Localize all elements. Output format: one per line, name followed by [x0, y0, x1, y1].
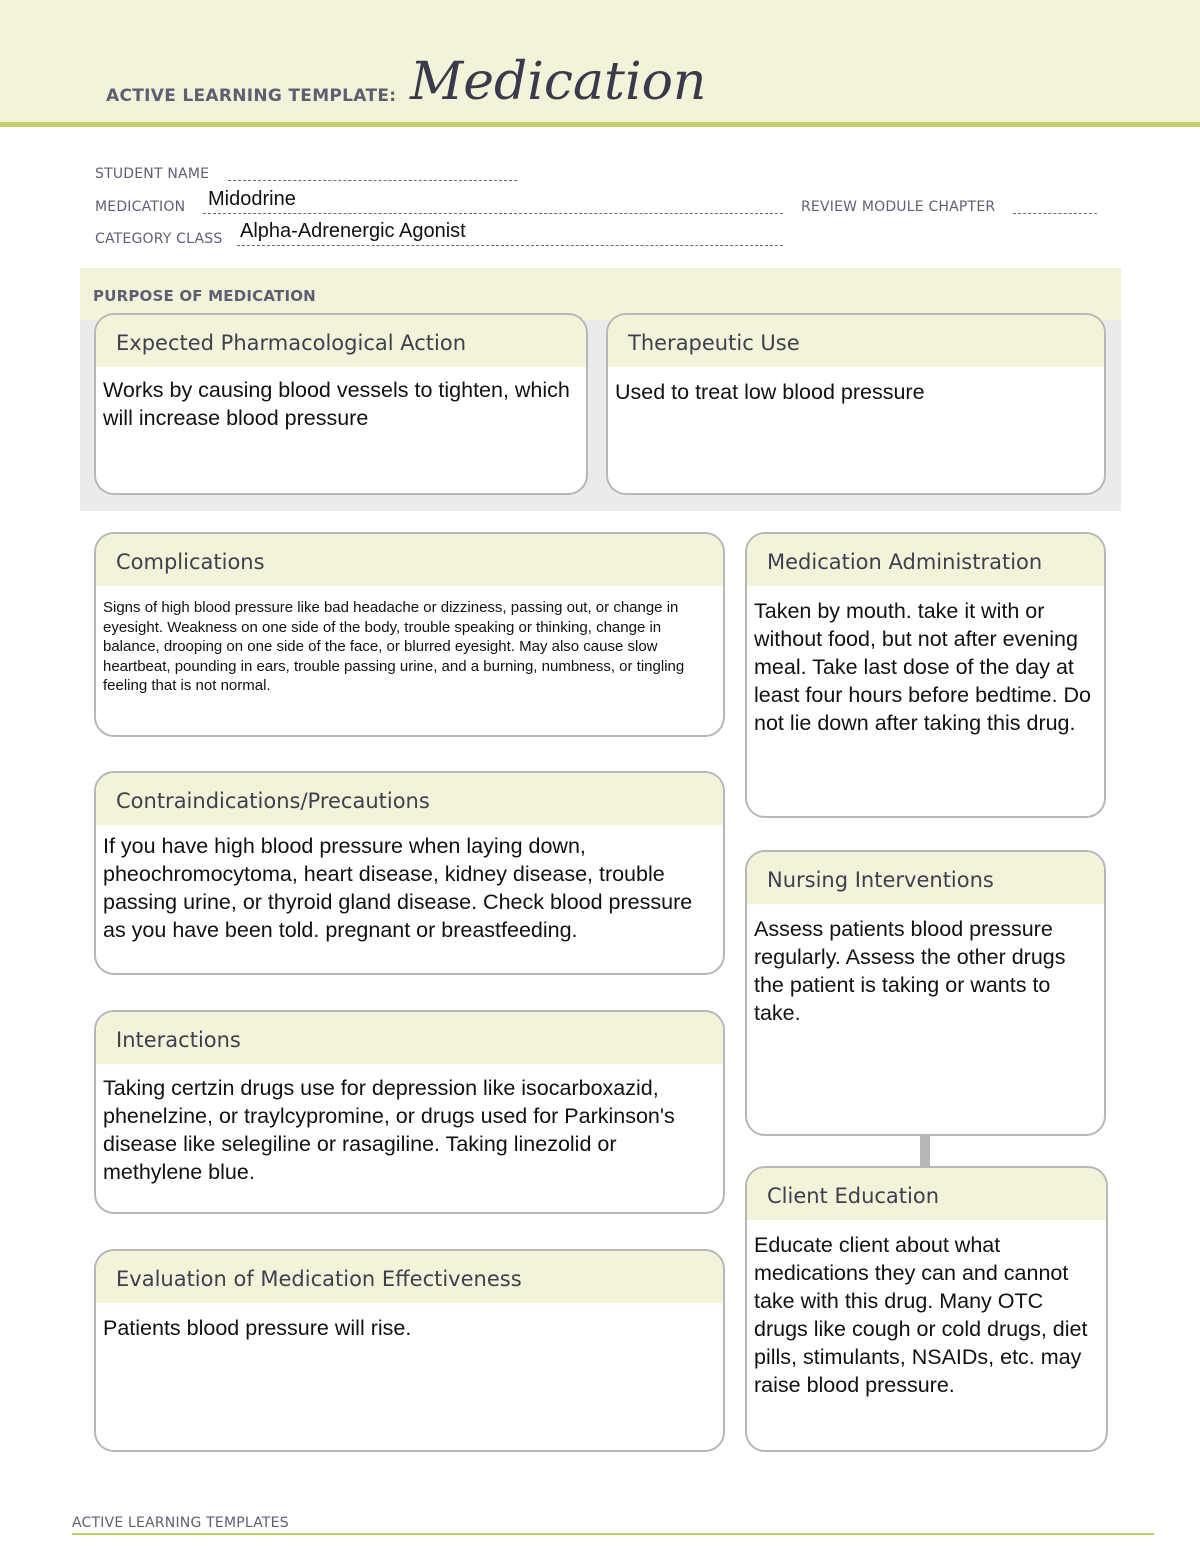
nursing-interventions-text[interactable]: Assess patients blood pressure regularly. Assess the other drugs the patient is taking or wants to take. [754, 917, 1066, 1025]
category-class-value: Alpha-Adrenergic Agonist [240, 220, 466, 242]
evaluation-box [94, 1249, 725, 1452]
administration-text[interactable]: Taken by mouth. take it with or without food, but not after evening meal. Take last dose of the day at least four hours before bedtime. Do not lie down after taking this drug. [754, 599, 1092, 735]
contraindications-text[interactable]: If you have high blood pressure when laying down, pheochromocytoma, heart disease, kidney disease, trouble passing urine, or thyroid gland disease. Check blood pressure as you have been told. pregnant or breastfeeding. [103, 834, 693, 942]
interactions-title: Interactions [116, 1028, 241, 1052]
client-education-title: Client Education [767, 1184, 940, 1208]
nursing-interventions-box [745, 850, 1106, 1136]
complications-text[interactable]: Signs of high blood pressure like bad headache or dizziness, passing out, or change in eyesight. Weakness on one side of the body, trouble speaking or thinking, change in balance, drooping on one side of the face, or blurred eyesight. May also cause slow heartbeat, pounding in ears, trouble passing urine, and a burning, numbness, or tingling feeling that is not normal. [103, 599, 685, 694]
client-education-box [745, 1166, 1108, 1452]
administration-box [745, 532, 1106, 818]
category-class-field[interactable] [237, 245, 783, 246]
category-class-label: CATEGORY CLASS [95, 231, 223, 247]
review-module-field[interactable] [1013, 213, 1097, 214]
expected-action-title: Expected Pharmacological Action [116, 331, 467, 355]
therapeutic-use-text[interactable]: Used to treat low blood pressure [615, 380, 925, 404]
template-prefix: ACTIVE LEARNING TEMPLATE: [106, 86, 397, 106]
therapeutic-use-box [606, 313, 1106, 495]
nursing-interventions-title: Nursing Interventions [767, 868, 994, 892]
expected-action-text[interactable]: Works by causing blood vessels to tighten, which will increase blood pressure [103, 378, 570, 430]
footer-rule [72, 1533, 1154, 1535]
purpose-label: PURPOSE OF MEDICATION [93, 287, 316, 305]
contraindications-box [94, 771, 725, 975]
interactions-box [94, 1010, 725, 1214]
header-rule [0, 122, 1200, 127]
therapeutic-use-title: Therapeutic Use [628, 331, 800, 355]
box-connector [920, 1135, 930, 1166]
complications-title: Complications [116, 550, 265, 574]
contraindications-title: Contraindications/Precautions [116, 789, 430, 813]
template-title: Medication [410, 52, 707, 112]
administration-title: Medication Administration [767, 550, 1043, 574]
medication-field[interactable] [203, 213, 783, 214]
evaluation-text[interactable]: Patients blood pressure will rise. [103, 1316, 412, 1340]
interactions-text[interactable]: Taking certzin drugs use for depression like isocarboxazid, phenelzine, or traylcypromine, or drugs used for Parkinson's disease like selegiline or rasagiline. Taking linezolid or methylene blue. [103, 1076, 675, 1184]
expected-action-box [94, 313, 588, 495]
medication-value: Midodrine [208, 188, 296, 210]
student-name-label: STUDENT NAME [95, 166, 210, 182]
client-education-text[interactable]: Educate client about what medications they can and cannot take with this drug. Many OTC drugs like cough or cold drugs, diet pills, stimulants, NSAIDs, etc. may raise blood pressure. [754, 1233, 1088, 1397]
footer-label: ACTIVE LEARNING TEMPLATES [72, 1515, 289, 1531]
evaluation-title: Evaluation of Medication Effectiveness [116, 1267, 522, 1291]
complications-box [94, 532, 725, 737]
review-module-label: REVIEW MODULE CHAPTER [801, 199, 996, 215]
medication-label: MEDICATION [95, 199, 186, 215]
student-name-field[interactable] [228, 180, 517, 181]
